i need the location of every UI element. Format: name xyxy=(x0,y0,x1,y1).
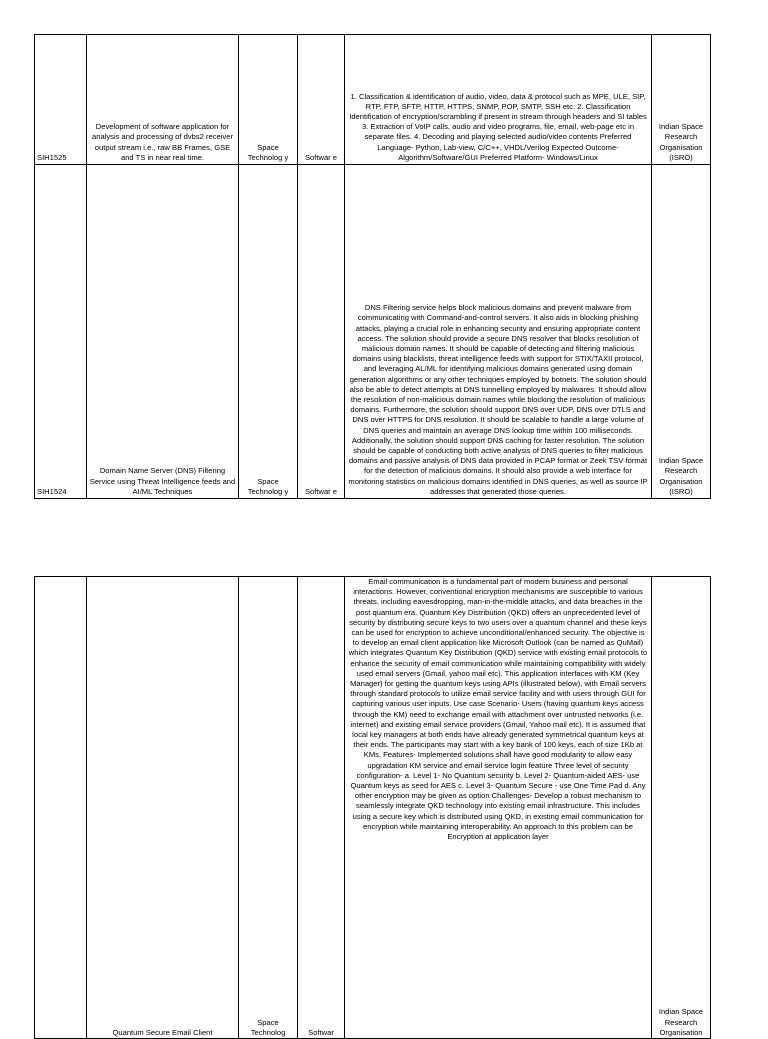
problem-statement-table-1 xyxy=(34,34,711,499)
table-row xyxy=(35,165,711,499)
description-cell: 1. Classification & identification of audio, video, data & protocol such as MPE, ULE, SIP, RTP, FTP, SFTP, HTTP, HTTPS, SNMP, POP, SMTP, SSH etc. 2. Classification Identification of encryption/scrambling if present in stream through headers and SI tables 3. Extraction of VoIP calls, audio and video programs, file, email, web-page etc in separate files. 4. Decoding and playing selected audio/video contents Preferred Language- Python, Lab-view, C/C++, VHDL/Verilog Expected Outcome- Algorithm/Software/GUI Preferred Platform- Windows/Linux xyxy=(345,35,652,165)
problem-id-cell: SIH1525 xyxy=(35,35,87,165)
problem-id-cell: SIH1524 xyxy=(35,165,87,499)
description-cell: Email communication is a fundamental part of modern business and personal interactions. However, conventional encryption mechanisms are susceptible to various threats, including eavesdropping, man-in-the-middle attacks, and data breaches in the post quantum era. Quantum Key Distribution (QKD) offers an unprecedented level of security by distributing secure keys to two users over a quantum channel and these keys can be used for encryption to achieve unconditional/enhanced security. The objective is to develop an email client application like Microsoft Outlook (can be named as QuMail) which integrates Quantum Key Distribution (QKD) service with existing email protocols to enhance the security of email communication while maintaining compatibility with widely used email servers (Gmail, yahoo mail etc). This application interfaces with KM (Key Manager) for getting the quantum keys using APIs (illustrated below), with Email servers through standard protocols to utilize email service facility and with users through GUI for capturing various user inputs. Use case Scenario- Users (having quantum keys access through the KM) need to exchange email with attachment over untrusted networks (i.e. internet) and existing email service providers (Gmail, Yahoo mail etc). It is assumed that local key managers at both ends have already generated symmetrical quantum keys at their ends. The participants may start with a key bank of 100 keys, each of size 1Kb at KMs. Features- Implemented solutions shall have good modularity to allow easy upgradation KM service and email service login feature Three level of security configuration- a. Level 1- No Quantum security b. Level 2- Quantum-aided AES- use Quantum keys as seed for AES c. Level 3- Quantum Secure - use One Time Pad d. Any other encryption may be given as option Challenges- Develop a robust mechanism to seamlessly integrate QKD technology into existing email infrastructure. This includes using a secure key which is distributed using QKD, in existing email communication for encryption while maintaining interoperability. An approach to this problem can be Encryption at application layer xyxy=(345,577,652,1039)
problem-title-cell: Development of software application for analysis and processing of dvbs2 receiver output stream i.e., raw BB Frames, GSE and TS in near real time. xyxy=(87,35,239,165)
table-row xyxy=(35,35,711,165)
type-cell: Softwar xyxy=(298,577,345,1039)
category-cell xyxy=(239,577,298,1039)
organization-cell: Indian Space Research Organisation (ISRO) xyxy=(652,35,711,165)
problem-title-cell: Domain Name Server (DNS) Filtering Service using Threat Intelligence feeds and AI/ML Techniques xyxy=(87,165,239,499)
category-cell: Space Technolog y xyxy=(239,35,298,165)
problem-statement-table-2 xyxy=(34,576,711,1039)
category-text: Space Technolog xyxy=(250,1017,286,1037)
table-row xyxy=(35,577,711,1039)
organization-cell: Indian Space Research Organisation (ISRO) xyxy=(652,165,711,499)
type-cell: Softwar e xyxy=(298,165,345,499)
organization-cell: Indian Space Research Organisation xyxy=(652,577,711,1039)
category-cell: Space Technolog y xyxy=(239,165,298,499)
problem-id-cell xyxy=(35,577,87,1039)
type-cell: Softwar e xyxy=(298,35,345,165)
description-cell: DNS Filtering service helps block malicious domains and prevent malware from communicating with Command-and-control servers. It also aids in blocking phishing attacks, playing a crucial role in enhancing security and ensuring appropriate content access. The solution should provide a secure DNS resolver that blocks resolution of malicious domain names. It should be capable of detecting and filtering malicious domains using blacklists, threat intelligence feeds with support for STIX/TAXII protocol, and leveraging AL/ML for identifying malicious domains generated using domain generation algorithms or any other techniques employed by botnets. The solution should also be able to detect attempts at DNS tunnelling employed by malwares. It should allow the resolution of non-malicious domain names while blocking the resolution of malicious domains. Furthermore, the solution should support DNS over UDP, DNS over DTLS and DNS over HTTPS for DNS resolution. It should be scalable to handle a large volume of DNS queries and maintain an average DNS lookup time within 100 milliseconds. Additionally, the solution should support DNS caching for faster resolution. The solution should be capable of conducting both active analysis of DNS queries to filter malicious domains and passive analysis of DNS data provided in PCAP format or Zeek TSV format for the detection of malicious domains. It should also provide a web interface for monitoring statistics on malicious domains identified in DNS queries, as well as source IP addresses that generated those queries. xyxy=(345,165,652,499)
problem-title-cell: Quantum Secure Email Client xyxy=(87,577,239,1039)
